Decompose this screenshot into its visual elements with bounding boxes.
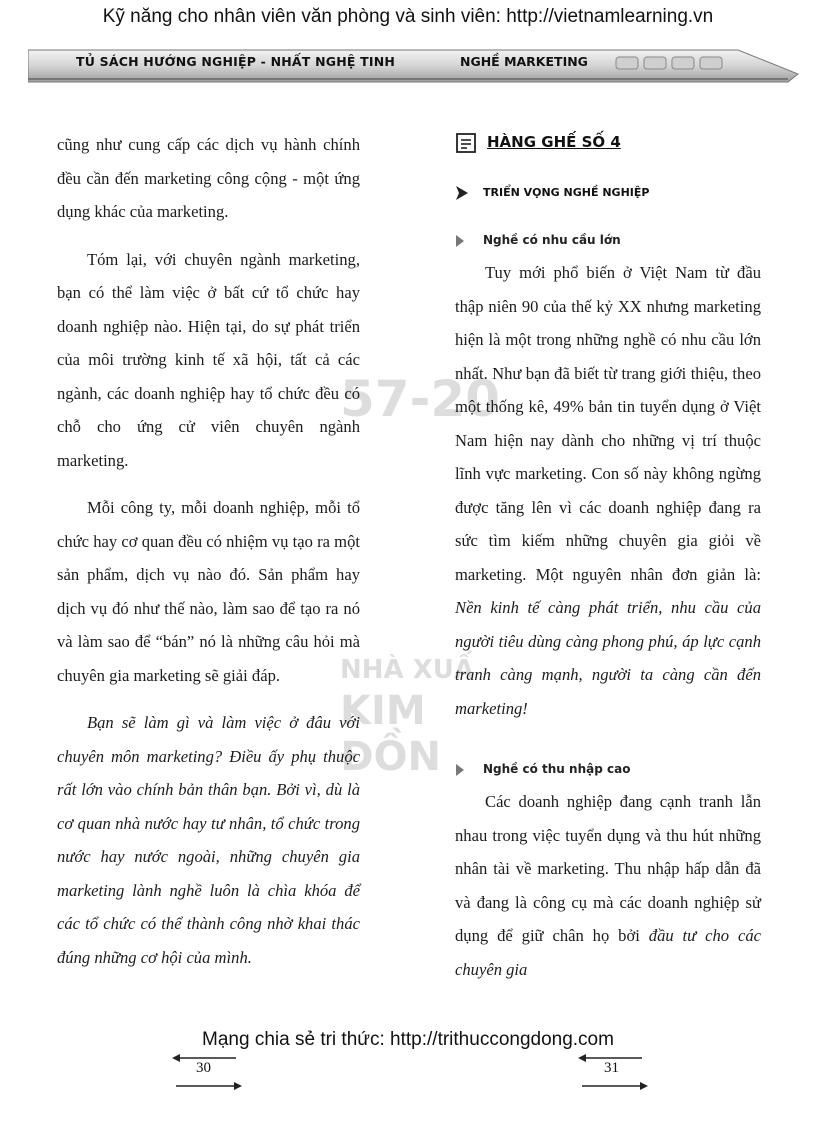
triangle-bullet-icon (455, 185, 469, 201)
heading-income (455, 755, 761, 785)
triangle-bullet-icon (455, 234, 465, 248)
page-number-right: 31 (604, 1060, 619, 1076)
top-link-banner: Kỹ năng cho nhân viên văn phòng và sinh viên: http://vietnamlearning.vn (102, 6, 714, 27)
triangle-bullet-icon (455, 763, 465, 777)
header-right-title: NGHỀ MARKETING (460, 54, 588, 69)
left-paragraph-1: cũng như cung cấp các dịch vụ hành chính đều cần đến marketing công cộng - một ứng dụng khác của marketing. (57, 135, 360, 221)
right-page-column (455, 128, 761, 986)
heading-demand (455, 226, 761, 256)
watermark-year: 57-20 (340, 370, 500, 428)
section-title (455, 128, 761, 158)
watermark-publisher-name: KIM ĐỒN (340, 688, 441, 780)
right-paragraph-1 (455, 256, 761, 725)
subsection-heading-text: TRIỂN VỌNG NGHỀ NGHIỆP (483, 186, 650, 200)
watermark-publisher: NHÀ XUẤ (340, 655, 474, 685)
subsection-heading (455, 178, 761, 208)
section-title-text: HÀNG GHẾ SỐ 4 (487, 133, 621, 152)
left-paragraph-2: Tóm lại, với chuyên ngành marketing, bạn có thể làm việc ở bất cứ tổ chức hay doanh nghiệp nào. Hiện tại, do sự phát triển của môi trường kinh tế xã hội, tất cả các ngành, các doanh nghiệp hay tổ chức đều có chỗ cho ứng cử viên chuyên ngành marketing. (57, 249, 360, 470)
right-paragraph-1-emphasis: Nền kinh tế càng phát triển, nhu cầu của người tiêu dùng càng phong phú, áp lực cạnh tranh càng mạnh, người ta càng cần đến marketing! (455, 598, 761, 718)
left-paragraph-4: Bạn sẽ làm gì và làm việc ở đâu với chuyên môn marketing? Điều ấy phụ thuộc rất lớn vào chính bản thân bạn. Bởi vì, dù là cơ quan nhà nước hay tư nhân, tổ chức trong nước hay nước ngoài, những chuyên gia marketing lành nghề luôn là chìa khóa để các tổ chức có thể thành công nhờ khai thác đúng những cơ hội của mình. (57, 713, 360, 967)
right-paragraph-2-emphasis: đầu tư cho các chuyên gia (455, 926, 762, 979)
right-paragraph-2 (455, 785, 761, 986)
left-page-column (57, 128, 360, 974)
document-icon (455, 132, 479, 154)
page-number-left: 30 (196, 1060, 211, 1076)
heading-income-text: Nghề có thu nhập cao (483, 762, 631, 777)
left-paragraph-3: Mỗi công ty, mỗi doanh nghiệp, mỗi tổ chức hay cơ quan đều có nhiệm vụ tạo ra một sản phẩm, dịch vụ nào đó. Sản phẩm hay dịch vụ đó như thế nào, làm sao để tạo ra nó và làm sao để “bán” nó là những câu hỏi mà chuyên gia marketing sẽ giải đáp. (57, 498, 360, 685)
header-left-title: TỦ SÁCH HƯỚNG NGHIỆP - NHẤT NGHỆ TINH (76, 54, 396, 69)
bottom-link-banner: Mạng chia sẻ tri thức: http://trithuccongdong.com (202, 1029, 614, 1050)
right-paragraph-2-text: Các doanh nghiệp đang cạnh tranh lẫn nhau trong việc tuyển dụng và thu hút những nhân tài về marketing. Thu nhập hấp dẫn đã và đang là công cụ mà các doanh nghiệp sử dụng để giữ chân họ bởi (455, 792, 761, 945)
right-paragraph-1-text: Tuy mới phổ biến ở Việt Nam từ đầu thập niên 90 của thế kỷ XX nhưng marketing hiện là một trong những nghề có nhu cầu lớn nhất. Như bạn đã biết từ trang giới thiệu, theo một thống kê, 49% bản tin tuyển dụng ở Việt Nam hiện nay dành cho những vị trí thuộc lĩnh vực marketing. Con số này không ngừng được tăng lên vì các doanh nghiệp đang ra sức tìm kiếm những chuyên gia giỏi về marketing. Một nguyên nhân đơn giản là: (455, 263, 761, 584)
heading-demand-text: Nghề có nhu cầu lớn (483, 233, 621, 248)
